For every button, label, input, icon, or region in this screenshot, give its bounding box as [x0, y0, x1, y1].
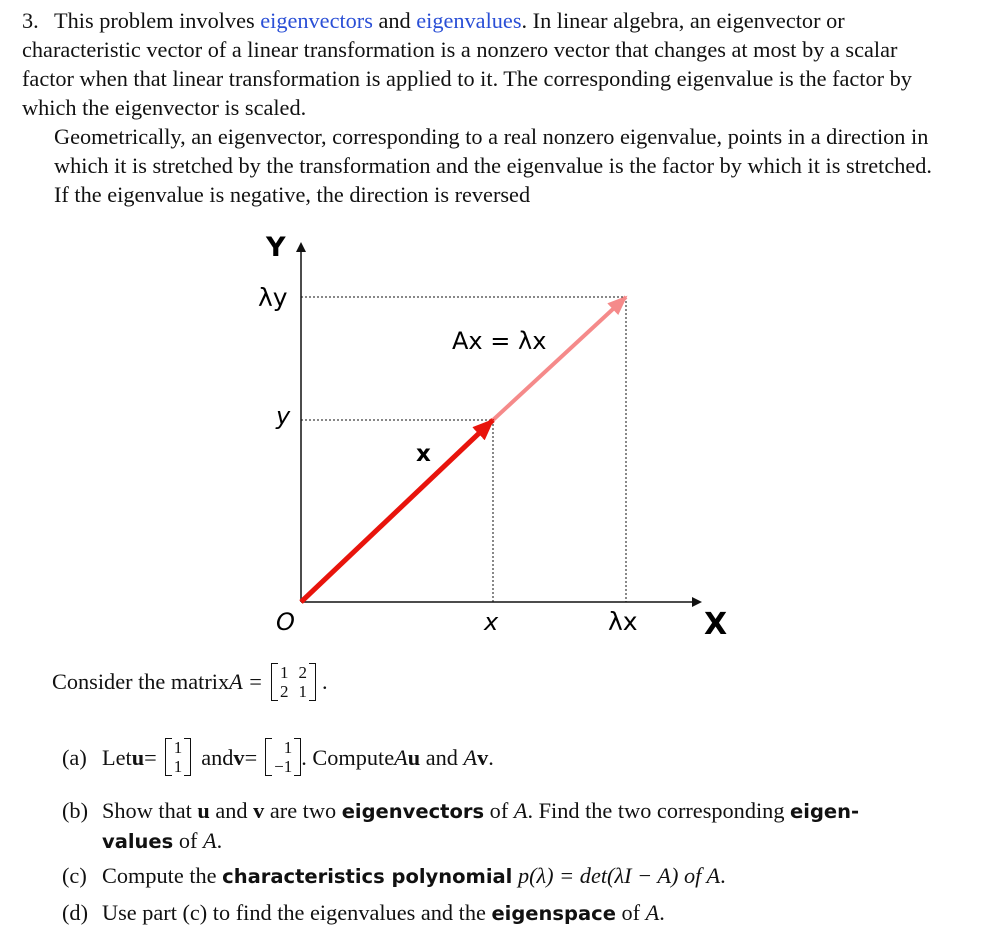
lambda-y-label: λy	[258, 283, 288, 312]
part-a-eq2: =	[244, 744, 258, 770]
part-c-tag: (c)	[62, 863, 87, 888]
matrix-definition	[52, 663, 328, 701]
problem-number: 3.	[22, 8, 39, 33]
y-label: y	[276, 402, 291, 430]
equation-label: Ax = λx	[452, 327, 547, 355]
part-d-tag: (d)	[62, 900, 88, 925]
vector-v: v	[233, 744, 245, 770]
part-b-A: A	[513, 798, 528, 823]
keyword-eigenspace: eigenspace	[491, 902, 616, 925]
part-b	[62, 796, 952, 856]
part-d-t2: of	[615, 900, 646, 925]
matrix-cell: 2	[279, 682, 289, 701]
vector-cell: 1	[283, 738, 293, 757]
vector-x-label: x	[416, 441, 431, 467]
keyword-values: values	[102, 830, 174, 853]
part-b-tag: (b)	[62, 798, 88, 823]
matrix-A	[271, 663, 316, 701]
matrix-intro: Consider the matrix	[52, 669, 230, 694]
part-d	[62, 898, 952, 928]
vector-u-values	[165, 738, 192, 776]
eigenvector-figure	[240, 228, 760, 648]
part-a-compute: . Compute	[301, 744, 395, 770]
part-a-end: .	[488, 744, 494, 770]
eigenvectors-link[interactable]: eigenvectors	[260, 8, 373, 33]
matrix-cell: 2	[298, 663, 307, 682]
origin-label: O	[276, 608, 295, 636]
scaled-vector-arrow	[493, 297, 626, 420]
part-b-t2: and	[209, 798, 254, 823]
part-b-v: v	[253, 798, 265, 823]
part-a	[62, 738, 952, 776]
geometric-paragraph: Geometrically, an eigenvector, corresponding to a real nonzero eigenvalue, points in a direction in which it is stretched by the transformation and the eigenvalue is the factor by which it is stretched. If the eigenvalue is negative, the direction is reversed	[54, 124, 932, 207]
part-b-t4: of	[484, 798, 514, 823]
matrix-period: .	[321, 669, 328, 694]
vector-cell: 1	[173, 738, 183, 757]
part-a-v: v	[477, 744, 489, 770]
eigenvalues-link[interactable]: eigenvalues	[416, 8, 522, 33]
part-b-t3: are two	[264, 798, 342, 823]
part-c-A: A	[706, 863, 721, 888]
part-a-A2: A	[463, 744, 478, 770]
part-b-t6: of	[173, 828, 204, 853]
part-b-t7: .	[216, 828, 223, 853]
intro-text: This problem involves	[54, 8, 261, 33]
problem-statement	[22, 6, 952, 209]
part-a-u: u	[407, 744, 421, 770]
part-a-A1: A	[394, 744, 408, 770]
part-c-t3: .	[720, 863, 726, 888]
keyword-characteristic-polynomial: characteristics polynomial	[222, 865, 513, 888]
intro-definition: . In linear algebra, an eigenvector or characteristic vector of a linear transformation is a nonzero vector that changes at most by a scalar factor when that linear transformation is applied to it. The corresponding eigenvalue is the factor by which the eigenvector is scaled.	[22, 8, 912, 120]
part-b-A2: A	[203, 828, 217, 853]
matrix-cell: 1	[279, 663, 289, 682]
part-a-let: Let	[102, 744, 132, 770]
part-c-t1: Compute the	[102, 863, 223, 888]
part-d-t1: Use part (c) to find the eigenvalues and the	[102, 900, 492, 925]
vector-cell: −1	[274, 757, 293, 776]
x-label: x	[484, 608, 499, 636]
keyword-eigen: eigen-	[790, 800, 860, 823]
part-d-A: A	[645, 900, 660, 925]
matrix-cell: 1	[298, 682, 307, 701]
part-a-tag: (a)	[62, 744, 87, 770]
part-a-and: and	[201, 744, 234, 770]
part-c	[62, 861, 952, 891]
eigenvector-arrow	[301, 420, 493, 602]
matrix-lhs: A =	[229, 669, 263, 694]
polynomial-formula: p(λ) = det(λI − A) of	[512, 863, 707, 888]
x-axis-label: X	[704, 607, 728, 642]
vector-cell: 1	[173, 757, 183, 776]
part-a-eq: =	[144, 744, 157, 770]
part-d-t3: .	[659, 900, 665, 925]
vector-v-values	[265, 738, 301, 776]
intro-and: and	[372, 8, 417, 33]
part-b-t5: . Find the two corresponding	[527, 798, 791, 823]
part-b-t1: Show that	[102, 798, 198, 823]
part-a-and2: and	[420, 744, 464, 770]
lambda-x-label: λx	[608, 607, 638, 636]
part-b-u: u	[197, 798, 210, 823]
vector-u: u	[131, 744, 145, 770]
keyword-eigenvectors: eigenvectors	[341, 800, 485, 823]
y-axis-label: Y	[266, 232, 286, 263]
